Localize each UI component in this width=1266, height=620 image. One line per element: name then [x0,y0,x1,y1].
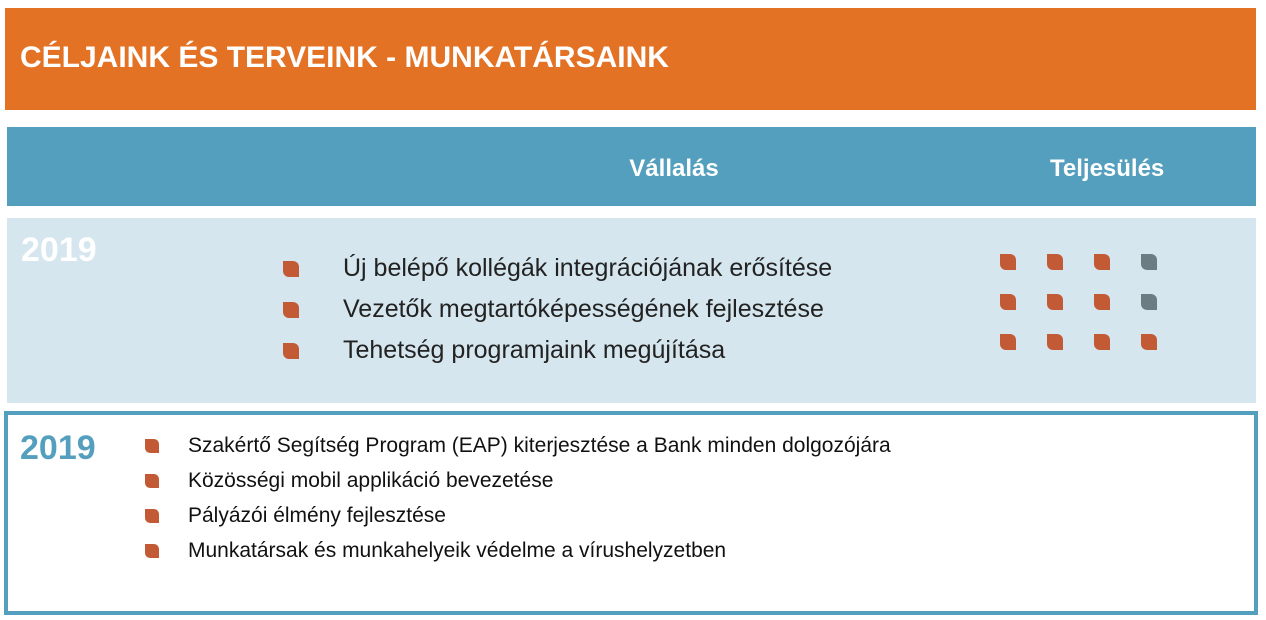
status-pending-icon [1141,294,1157,310]
list-item [145,533,891,568]
header-bar [7,127,1256,206]
completion-row [1000,254,1188,294]
bullet-icon [283,302,299,318]
status-done-icon [1094,254,1110,270]
list-item [283,248,832,289]
list-item-text: Munkatársak és munkahelyeik védelme a vírushelyzetben [188,538,727,562]
list-item-text: Pályázói élmény fejlesztése [188,503,446,527]
list-item-text: Vezetők megtartóképességének fejlesztése [343,295,824,323]
bullet-icon [145,509,159,523]
list-item-text: Új belépő kollégák integrációjának erősítése [343,254,833,282]
section-year: 2019 [21,231,97,269]
list-item [145,463,891,498]
list-item-text: Tehetség programjaink megújítása [343,336,726,364]
status-done-icon [1141,334,1157,350]
bullet-icon [145,544,159,558]
bullet-icon [283,261,299,277]
completion-row [1000,334,1188,374]
bullet-icon [283,343,299,359]
header-commitment: Vállalás [629,155,719,182]
list-item-text: Szakértő Segítség Program (EAP) kiterjesztése a Bank minden dolgozójára [188,433,891,457]
section-year: 2019 [20,429,96,467]
section-2019-plans [4,411,1258,615]
list-item [283,330,832,371]
status-done-icon [1000,254,1016,270]
status-done-icon [1000,294,1016,310]
commitment-list [283,248,832,371]
list-item [145,498,891,533]
status-done-icon [1094,334,1110,350]
completion-grid [1000,254,1188,374]
list-item-text: Közösségi mobil applikáció bevezetése [188,468,554,492]
completion-row [1000,294,1188,334]
section-2019-commitments [7,218,1256,403]
plan-list [145,428,891,568]
page-title: CÉLJAINK ÉS TERVEINK - MUNKATÁRSAINK [20,41,669,74]
status-done-icon [1000,334,1016,350]
list-item [145,428,891,463]
status-done-icon [1047,334,1063,350]
title-bar [5,8,1256,110]
status-done-icon [1094,294,1110,310]
header-completion: Teljesülés [1050,155,1165,182]
status-done-icon [1047,294,1063,310]
status-pending-icon [1141,254,1157,270]
status-done-icon [1047,254,1063,270]
list-item [283,289,832,330]
bullet-icon [145,439,159,453]
bullet-icon [145,474,159,488]
